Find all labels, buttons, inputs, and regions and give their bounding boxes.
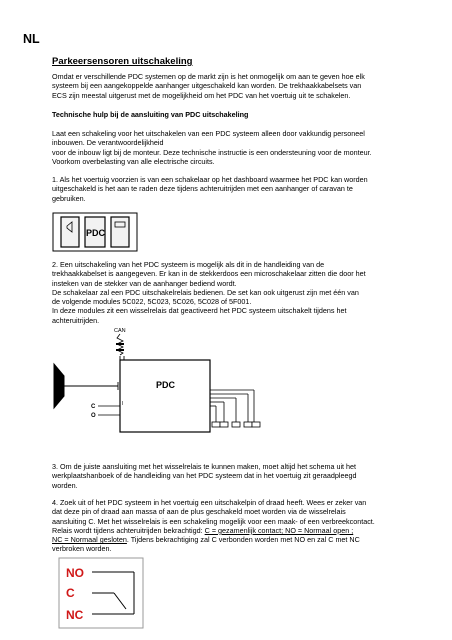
pdc-wiring-diagram	[52, 326, 267, 441]
tech-help-heading: Technische hulp bij de aansluiting van PDC uitschakeling	[52, 110, 249, 119]
relay-contact-diagram	[58, 557, 144, 629]
tech-help-paragraph: Laat een schakeling voor het uitschakelen van een PDC systeem alleen door vakkundig personeel inbouwen. De verantwoordelijkheid voor de inbouw ligt bij de monteur. Deze technische instructie is een ondersteuning voor de monteur. Voorkom overbelasting van alle electrische circuits.	[52, 129, 372, 166]
pdc-switch-label: PDC	[86, 228, 106, 238]
language-heading: NL	[23, 32, 40, 46]
svg-text:I: I	[122, 401, 124, 407]
pdc-box-label: PDC	[156, 380, 176, 390]
pin-c-label: C	[91, 404, 96, 410]
relay-no-label: NO	[66, 566, 84, 580]
relay-nc-label: NC	[66, 608, 84, 622]
dashboard-switch-illustration	[52, 212, 138, 252]
step1-paragraph: 1. Als het voertuig voorzien is van een schakelaar op het dashboard waarmee het PDC kan worden uitgeschakeld is het aan te raden deze tijdens achteruitrijden met een aanhanger of caravan te gebruiken.	[52, 175, 368, 203]
step4-paragraph: 4. Zoek uit of het PDC systeem in het voertuig een uitschakelpin of draad heeft. Wees er zeker van dat deze pin of draad aan massa of aan de plus geschakeld moet worden via de wisselrelais aansluiting C. Met het wisselrelais is een schakeling mogelijk voor een maak- of een verbreekcontact. Relais wordt tijdens achteruitrijden bekrachtigd: C = gezamenlijk contact; NO = Normaal open ; NC = Normaal gesloten. Tijdens bekrachtiging zal C verbonden worden met NO en zal C met NC verbroken worden.	[52, 498, 375, 554]
step2-paragraph: 2. Een uitschakeling van het PDC systeem is mogelijk als dit in de handleiding van de trekhaakkabelset is aangegeven. Er kan in de stekkerdoos een microschakelaar zitten die door het insteken van de stekker van de aanhanger bediend wordt. De schakelaar zal een PDC uitschakelrelais bedienen. De set kan ook uitgerust zijn met één van de volgende modules 5C022, 5C023, 5C026, 5C028 of 5F001. In deze modules zit een wisselrelais dat geactiveerd het PDC systeem uitschakelt tijdens het achteruitrijden.	[52, 260, 366, 325]
relay-c-label: C	[66, 586, 75, 600]
parking-sensor-icon	[212, 422, 260, 427]
can-label: CAN	[114, 328, 126, 334]
step3-paragraph: 3. Om de juiste aansluiting met het wisselrelais te kunnen maken, moet altijd het schema uit het werkplaatshanboek of de handleiding van het PDC systeem dat in het voertuig zit geraadpleegd worden.	[52, 462, 357, 490]
pdc-box	[120, 360, 210, 432]
intro-paragraph: Omdat er verschillende PDC systemen op de markt zijn is het onmogelijk om aan te geven hoe elk systeem bij een aangekoppelde aanhanger uitgeschakeld kan worden. De trekhaakkabelsets van ECS zijn meestal uitgerust met de mogelijkheid om het PDC van het voertuig uit te schakelen.	[52, 72, 365, 100]
section-title: Parkeersensoren uitschakeling	[52, 56, 193, 67]
pin-o-label: O	[91, 413, 96, 419]
